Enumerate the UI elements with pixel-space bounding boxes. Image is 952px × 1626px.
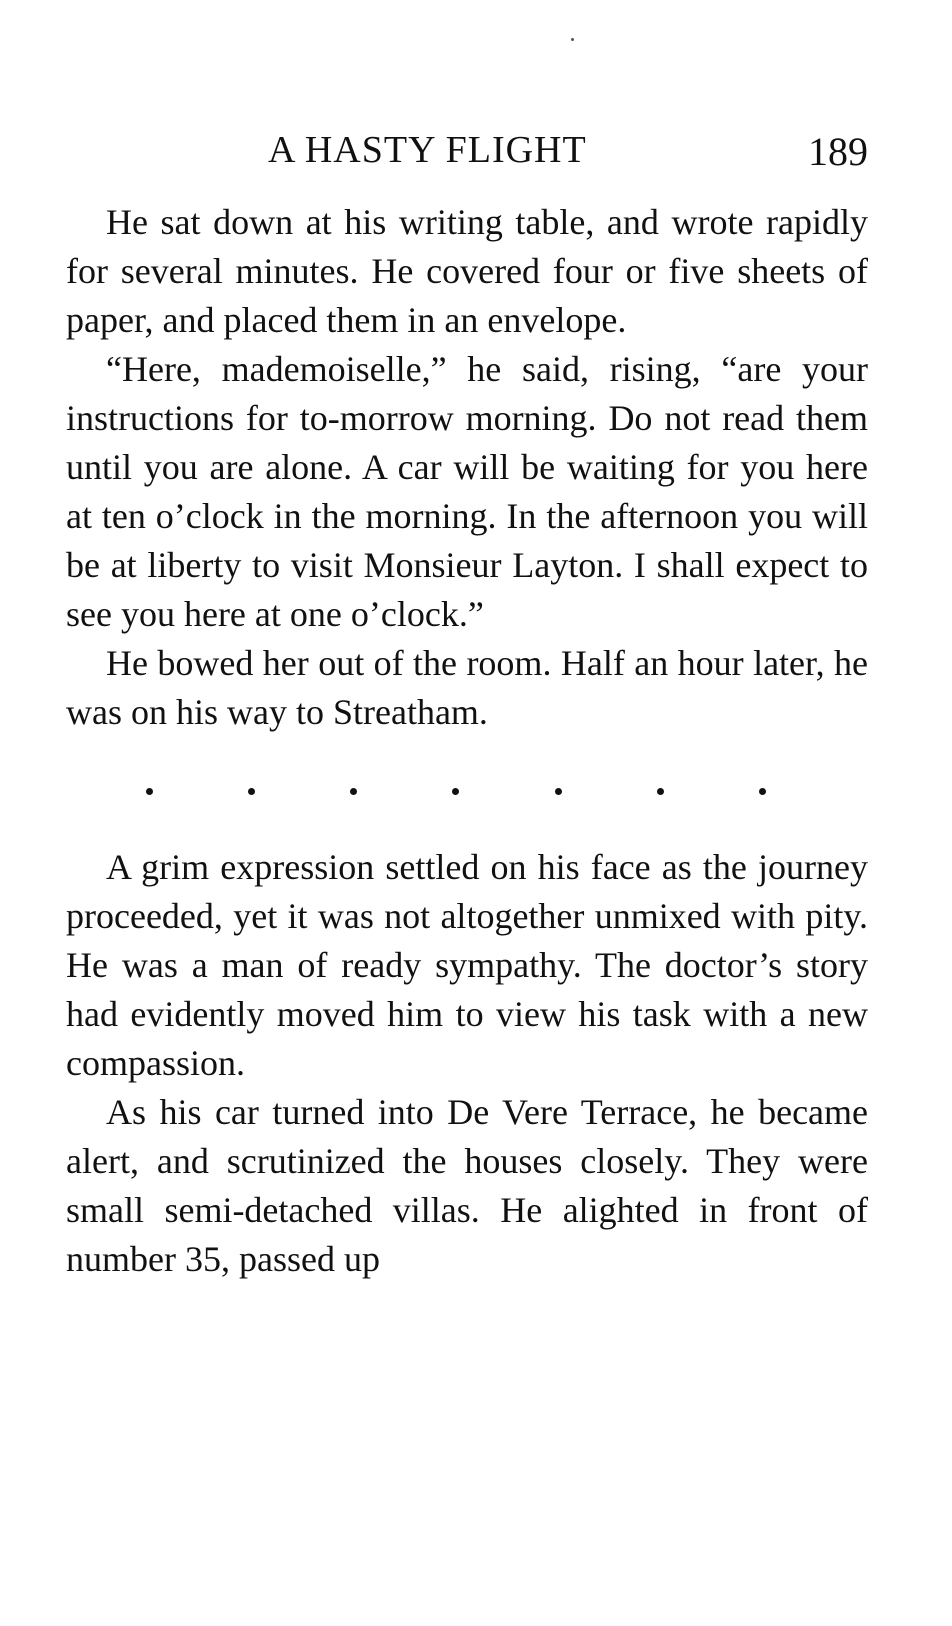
ornament-dot — [146, 788, 153, 795]
paragraph: “Here, mademoiselle,” he said, rising, “are your instructions for to-morrow morning. Do not read them until you are alone. A car will be waiting for you here at ten o’clock in the morning. In the afternoon you will be at liberty to visit Monsieur Layton. I shall expect to see you here at one o’clock.” — [66, 349, 868, 634]
page-number: 189 — [808, 129, 868, 174]
scan-speck — [571, 38, 574, 41]
ornament-dot — [248, 788, 255, 795]
ornament-dot — [350, 788, 357, 795]
ornament-dot — [759, 788, 766, 795]
page-header — [68, 128, 868, 178]
section-break-ornament — [146, 771, 766, 811]
ornament-dot — [452, 788, 459, 795]
ornament-dot — [555, 788, 562, 795]
running-title: A HASTY FLIGHT — [268, 129, 587, 171]
ornament-dot — [657, 788, 664, 795]
body-text — [66, 198, 868, 1284]
paragraph: As his car turned into De Vere Terrace, he became alert, and scrutinized the houses closely. They were small semi-detached villas. He alighted in front of number 35, passed up — [66, 1092, 868, 1279]
paragraph: He bowed her out of the room. Half an hour later, he was on his way to Streatham. — [66, 643, 868, 732]
paragraph: A grim expression settled on his face as the journey proceeded, yet it was not altogether unmixed with pity. He was a man of ready sympathy. The doctor’s story had evidently moved him to view his task with a new compassion. — [66, 847, 868, 1083]
paragraph: He sat down at his writing table, and wrote rapidly for several minutes. He covered four or five sheets of paper, and placed them in an envelope. — [66, 202, 868, 340]
